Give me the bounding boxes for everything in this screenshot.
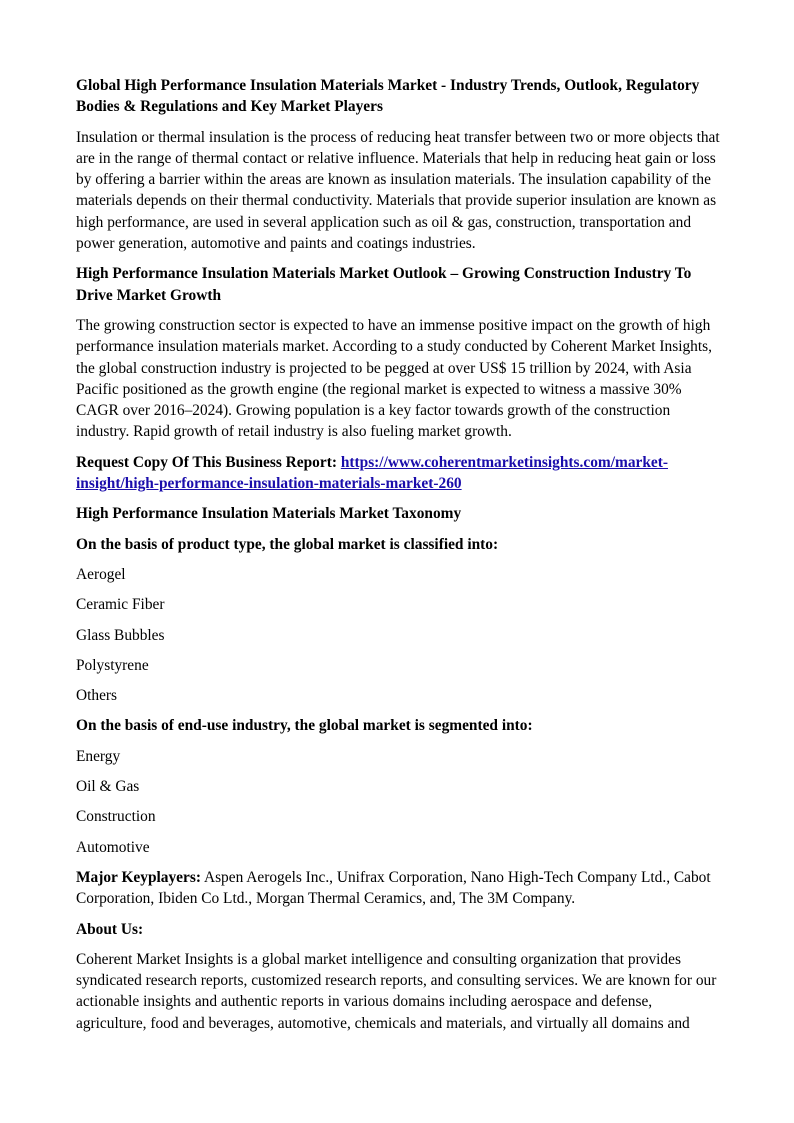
keyplayers-label: Major Keyplayers: [76, 868, 201, 886]
end-use-item: Energy [76, 747, 121, 765]
end-use-heading: On the basis of end-use industry, the global market is segmented into: [76, 717, 533, 735]
product-type-item: Aerogel [76, 565, 126, 583]
request-copy-label: Request Copy Of This Business Report: [76, 453, 337, 471]
keyplayers-paragraph [76, 867, 721, 910]
outlook-heading: High Performance Insulation Materials Market Outlook – Growing Construction Industry To Drive Market Growth [76, 265, 692, 304]
product-type-item: Ceramic Fiber [76, 596, 165, 614]
about-paragraph: Coherent Market Insights is a global market intelligence and consulting organization that provides syndicated research reports, customized research reports, and consulting services. We are known for our actionable insights and authentic reports in various domains including aerospace and defense, agriculture, food and beverages, automotive, chemicals and materials, and virtually all domains and [76, 950, 717, 1032]
keyplayers-text: Aspen Aerogels Inc., Unifrax Corporation, Nano High-Tech Company Ltd., Cabot Corporation, Ibiden Co Ltd., Morgan Thermal Ceramics, and, The 3M Company. [76, 868, 711, 908]
outlook-paragraph: The growing construction sector is expected to have an immense positive impact on the growth of high performance insulation materials market. According to a study conducted by Coherent Market Insights, the global construction industry is projected to be pegged at over US$ 15 trillion by 2024, with Asia Pacific positioned as the growth engine (the regional market is expected to witness a massive 30% CAGR over 2016–2024). Growing population is a key factor towards growth of the construction industry. Rapid growth of retail industry is also fueling market growth. [76, 316, 712, 441]
end-use-item: Construction [76, 808, 156, 826]
product-type-heading: On the basis of product type, the global market is classified into: [76, 535, 499, 553]
taxonomy-heading: High Performance Insulation Materials Market Taxonomy [76, 505, 462, 523]
document-title: Global High Performance Insulation Materials Market - Industry Trends, Outlook, Regulatory Bodies & Regulations and Key Market Players [76, 77, 700, 116]
product-type-item: Glass Bubbles [76, 626, 165, 644]
product-type-item: Others [76, 687, 118, 705]
request-copy-line [76, 452, 721, 495]
intro-paragraph: Insulation or thermal insulation is the process of reducing heat transfer between two or more objects that are in the range of thermal contact or relative influence. Materials that help in reducing heat gain or loss by offering a barrier within the areas are known as insulation materials. The insulation capability of the materials depends on their thermal conductivity. Materials that provide superior insulation are known as high performance, are used in several application such as oil & gas, construction, transportation and power generation, automotive and paints and coatings industries. [76, 128, 720, 253]
report-link[interactable]: https://www.coherentmarketinsights.com/market-insight/high-performance-insulation-materials-market-260 [76, 453, 668, 493]
end-use-item: Oil & Gas [76, 778, 140, 796]
end-use-item: Automotive [76, 838, 150, 856]
document-page [76, 75, 721, 1043]
about-heading: About Us: [76, 920, 144, 938]
product-type-item: Polystyrene [76, 656, 149, 674]
